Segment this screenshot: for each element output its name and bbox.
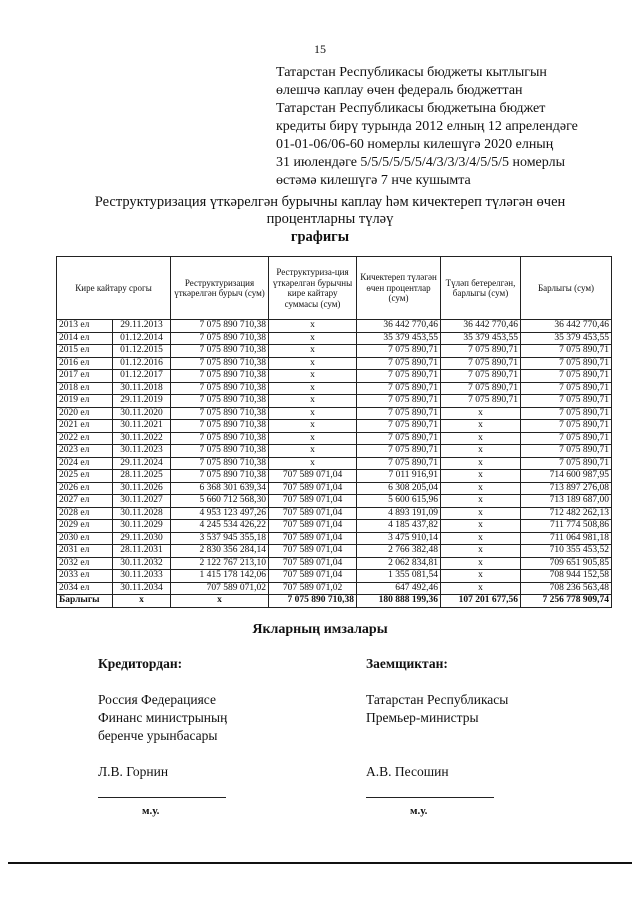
seal-label: м.у. <box>142 805 160 817</box>
table-cell: x <box>441 407 521 420</box>
table-cell: 01.12.2016 <box>113 357 171 370</box>
table-cell: 707 589 071,04 <box>269 545 357 558</box>
table-cell: x <box>441 457 521 470</box>
table-cell: 707 589 071,04 <box>269 532 357 545</box>
table-cell: 7 256 778 909,74 <box>521 595 612 608</box>
table-cell: x <box>269 370 357 383</box>
table-cell: 7 075 890,71 <box>521 395 612 408</box>
table-cell: 2033 ел <box>57 570 113 583</box>
header-line: Татарстан Республикасы бюджетына бюджет <box>276 101 546 116</box>
table-cell: 7 075 890 710,38 <box>171 395 269 408</box>
table-cell: 36 442 770,46 <box>357 320 441 333</box>
table-cell: 180 888 199,36 <box>357 595 441 608</box>
table-cell: 2014 ел <box>57 332 113 345</box>
table-cell: x <box>269 345 357 358</box>
table-cell: 707 589 071,04 <box>269 495 357 508</box>
table-cell: 30.11.2032 <box>113 557 171 570</box>
table-cell: x <box>269 332 357 345</box>
table-cell: x <box>269 395 357 408</box>
table-cell: 7 075 890,71 <box>441 345 521 358</box>
table-cell: 7 075 890,71 <box>521 407 612 420</box>
table-cell: 30.11.2023 <box>113 445 171 458</box>
table-cell: 36 442 770,46 <box>441 320 521 333</box>
table-cell: x <box>441 482 521 495</box>
table-cell: 28.11.2025 <box>113 470 171 483</box>
table-row <box>57 470 612 483</box>
table-cell: 7 075 890,71 <box>521 457 612 470</box>
table-row <box>57 457 612 470</box>
table-cell: 2032 ел <box>57 557 113 570</box>
repayment-schedule-table <box>56 256 612 608</box>
table-cell: 30.11.2034 <box>113 582 171 595</box>
table-row <box>57 370 612 383</box>
table-cell: 2027 ел <box>57 495 113 508</box>
table-cell: 7 075 890 710,38 <box>171 332 269 345</box>
table-cell: 30.11.2027 <box>113 495 171 508</box>
table-cell: 707 589 071,04 <box>269 520 357 533</box>
table-cell: 647 492,46 <box>357 582 441 595</box>
table-cell: 36 442 770,46 <box>521 320 612 333</box>
table-row <box>57 495 612 508</box>
table-cell: x <box>441 432 521 445</box>
table-cell: 7 075 890 710,38 <box>171 420 269 433</box>
table-cell: x <box>269 420 357 433</box>
header-line: кредиты бирү турында 2012 елның 12 апрелендәге <box>276 119 578 134</box>
table-cell: 4 245 534 426,22 <box>171 520 269 533</box>
table-cell: 712 482 262,13 <box>521 507 612 520</box>
table-cell: 2031 ел <box>57 545 113 558</box>
table-row <box>57 320 612 333</box>
table-cell: x <box>441 557 521 570</box>
table-cell: x <box>171 595 269 608</box>
table-cell: 7 075 890,71 <box>521 357 612 370</box>
table-cell: 2013 ел <box>57 320 113 333</box>
table-cell: 713 189 687,00 <box>521 495 612 508</box>
table-cell: 707 589 071,02 <box>269 582 357 595</box>
table-cell: 7 075 890,71 <box>357 395 441 408</box>
table-cell: x <box>441 507 521 520</box>
table-row <box>57 420 612 433</box>
table-cell: 707 589 071,02 <box>171 582 269 595</box>
table-cell: 707 589 071,04 <box>269 507 357 520</box>
table-cell: 2017 ел <box>57 370 113 383</box>
page-bottom-rule <box>8 862 632 864</box>
table-body <box>57 320 612 608</box>
table-cell: 3 475 910,14 <box>357 532 441 545</box>
table-cell: x <box>269 382 357 395</box>
creditor-name: Л.В. Горнин <box>98 764 169 779</box>
column-header: Барлыгы (сум) <box>521 257 612 320</box>
column-header: Реструктуриза-ция үткәрелгән бурычны кире кайтару суммасы (сум) <box>269 257 357 320</box>
column-header: Түләп бетерелгән, барлыгы (сум) <box>441 257 521 320</box>
table-cell: 713 897 276,08 <box>521 482 612 495</box>
table-cell: 7 075 890,71 <box>357 445 441 458</box>
header-line: өстәмә килешүгә 7 нче кушымта <box>276 173 471 188</box>
borrower-signature-block <box>366 655 606 820</box>
creditor-signature-block <box>98 655 338 820</box>
table-row <box>57 520 612 533</box>
table-cell: x <box>441 582 521 595</box>
table-cell: 29.11.2030 <box>113 532 171 545</box>
table-cell: 714 600 987,95 <box>521 470 612 483</box>
table-cell: 01.12.2017 <box>113 370 171 383</box>
table-cell: 7 011 916,91 <box>357 470 441 483</box>
table-cell: 2034 ел <box>57 582 113 595</box>
table-cell: Барлыгы <box>57 595 113 608</box>
table-cell: 7 075 890,71 <box>441 382 521 395</box>
table-cell: 5 660 712 568,30 <box>171 495 269 508</box>
table-cell: 2021 ел <box>57 420 113 433</box>
table-cell: 7 075 890 710,38 <box>171 357 269 370</box>
table-cell: 7 075 890,71 <box>357 345 441 358</box>
table-cell: 01.12.2014 <box>113 332 171 345</box>
table-header-row <box>57 257 612 320</box>
borrower-org-line: Татарстан Республикасы <box>366 692 509 707</box>
table-cell: 2026 ел <box>57 482 113 495</box>
table-row <box>57 357 612 370</box>
table-cell: 2025 ел <box>57 470 113 483</box>
table-cell: x <box>269 432 357 445</box>
table-cell: 7 075 890,71 <box>521 432 612 445</box>
table-cell: 30.11.2022 <box>113 432 171 445</box>
table-row <box>57 395 612 408</box>
header-line: 01-01-06/06-60 номерлы килешүгә 2020 елның <box>276 137 554 152</box>
table-cell: 2018 ел <box>57 382 113 395</box>
table-row <box>57 332 612 345</box>
table-cell: 7 075 890 710,38 <box>171 382 269 395</box>
table-cell: 7 075 890 710,38 <box>171 370 269 383</box>
table-cell: 7 075 890 710,38 <box>171 345 269 358</box>
table-cell: x <box>269 357 357 370</box>
column-header: Кире кайтару срогы <box>57 257 171 320</box>
page-number: 15 <box>314 42 326 56</box>
table-cell: x <box>269 320 357 333</box>
table-cell: x <box>441 570 521 583</box>
table-cell: x <box>269 457 357 470</box>
table-row <box>57 532 612 545</box>
table-cell: 2028 ел <box>57 507 113 520</box>
table-cell: 2030 ел <box>57 532 113 545</box>
table-cell: 2 766 382,48 <box>357 545 441 558</box>
table-cell: 7 075 890,71 <box>521 420 612 433</box>
table-cell: 01.12.2015 <box>113 345 171 358</box>
table-cell: 2 122 767 213,10 <box>171 557 269 570</box>
table-cell: 29.11.2013 <box>113 320 171 333</box>
appendix-header <box>276 64 606 190</box>
table-cell: 7 075 890,71 <box>357 432 441 445</box>
table-cell: 707 589 071,04 <box>269 470 357 483</box>
creditor-org-line: беренче урынбасары <box>98 728 218 743</box>
table-cell: 7 075 890,71 <box>521 345 612 358</box>
table-cell: 35 379 453,55 <box>441 332 521 345</box>
table-row <box>57 445 612 458</box>
column-header: Кичектереп түләгән өчен процентлар (сум) <box>357 257 441 320</box>
borrower-heading: Заемщиктан: <box>366 656 448 671</box>
signatures-title: Якларның имзалары <box>252 622 388 637</box>
table-cell: 7 075 890 710,38 <box>269 595 357 608</box>
signature-line <box>366 797 494 798</box>
table-row <box>57 557 612 570</box>
table-cell: 708 236 563,48 <box>521 582 612 595</box>
table-cell: 29.11.2024 <box>113 457 171 470</box>
table-total-row <box>57 595 612 608</box>
table-cell: 2019 ел <box>57 395 113 408</box>
table-cell: 30.11.2018 <box>113 382 171 395</box>
creditor-org-line: Финанс министрыныӊ <box>98 710 228 725</box>
table-cell: 7 075 890 710,38 <box>171 470 269 483</box>
table-cell: 7 075 890,71 <box>357 457 441 470</box>
table-cell: 7 075 890,71 <box>521 445 612 458</box>
header-line: Татарстан Республикасы бюджеты кытлыгын <box>276 65 547 80</box>
table-cell: 6 368 301 639,34 <box>171 482 269 495</box>
table-cell: 2015 ел <box>57 345 113 358</box>
table-cell: 28.11.2031 <box>113 545 171 558</box>
table-cell: 7 075 890,71 <box>521 382 612 395</box>
table-cell: 7 075 890 710,38 <box>171 457 269 470</box>
table-row <box>57 507 612 520</box>
table-cell: 710 355 453,52 <box>521 545 612 558</box>
table-cell: 709 651 905,85 <box>521 557 612 570</box>
table-cell: 2 830 356 284,14 <box>171 545 269 558</box>
table-cell: 29.11.2019 <box>113 395 171 408</box>
borrower-org-line: Премьер-министры <box>366 710 479 725</box>
table-cell: 708 944 152,58 <box>521 570 612 583</box>
borrower-name: А.В. Песошин <box>366 764 449 779</box>
table-cell: 6 308 205,04 <box>357 482 441 495</box>
table-cell: 711 064 981,18 <box>521 532 612 545</box>
table-cell: x <box>441 445 521 458</box>
table-cell: 2024 ел <box>57 457 113 470</box>
table-row <box>57 582 612 595</box>
signature-line <box>98 797 226 798</box>
table-cell: 7 075 890,71 <box>441 370 521 383</box>
table-row <box>57 570 612 583</box>
header-line: өлешчә каплау өчен федераль бюджеттан <box>276 83 523 98</box>
table-row <box>57 407 612 420</box>
table-cell: 4 893 191,09 <box>357 507 441 520</box>
table-cell: x <box>441 470 521 483</box>
table-cell: 707 589 071,04 <box>269 557 357 570</box>
table-cell: 7 075 890,71 <box>357 370 441 383</box>
table-cell: 2022 ел <box>57 432 113 445</box>
table-cell: 7 075 890,71 <box>357 420 441 433</box>
seal-label: м.у. <box>410 805 428 817</box>
table-cell: x <box>441 532 521 545</box>
table-cell: 30.11.2020 <box>113 407 171 420</box>
table-cell: 7 075 890 710,38 <box>171 320 269 333</box>
table-cell: 707 589 071,04 <box>269 482 357 495</box>
creditor-org-line: Россия Федерациясе <box>98 692 216 707</box>
table-cell: 30.11.2028 <box>113 507 171 520</box>
table-cell: 7 075 890 710,38 <box>171 445 269 458</box>
table-row <box>57 345 612 358</box>
table-cell: x <box>269 445 357 458</box>
table-cell: 1 415 178 142,06 <box>171 570 269 583</box>
table-cell: 4 953 123 497,26 <box>171 507 269 520</box>
table-cell: 7 075 890,71 <box>357 407 441 420</box>
header-line: 31 июлендәге 5/5/5/5/5/5/4/3/3/3/4/5/5/5 номерлы <box>276 155 565 170</box>
table-cell: 2029 ел <box>57 520 113 533</box>
table-cell: 35 379 453,55 <box>357 332 441 345</box>
table-cell: 30.11.2021 <box>113 420 171 433</box>
title-line: Реструктуризация үткәрелгән бурычны каплау һәм кичектереп түләгән өчен <box>94 194 566 210</box>
table-row <box>57 482 612 495</box>
table-cell: 30.11.2029 <box>113 520 171 533</box>
table-row <box>57 545 612 558</box>
table-cell: 707 589 071,04 <box>269 570 357 583</box>
table-cell: 7 075 890 710,38 <box>171 407 269 420</box>
table-cell: 7 075 890,71 <box>441 357 521 370</box>
table-cell: 7 075 890,71 <box>521 370 612 383</box>
table-cell: 3 537 945 355,18 <box>171 532 269 545</box>
table-row <box>57 382 612 395</box>
table-cell: x <box>113 595 171 608</box>
document-title-bold: графигы <box>290 229 350 245</box>
table-row <box>57 432 612 445</box>
table-cell: 7 075 890 710,38 <box>171 432 269 445</box>
title-line: процентларны түләү <box>266 211 394 227</box>
table-cell: 30.11.2033 <box>113 570 171 583</box>
table-cell: 2023 ел <box>57 445 113 458</box>
table-cell: 711 774 508,86 <box>521 520 612 533</box>
document-title <box>40 194 620 228</box>
table-cell: 1 355 081,54 <box>357 570 441 583</box>
table-cell: x <box>441 520 521 533</box>
table-cell: 4 185 437,82 <box>357 520 441 533</box>
table-cell: 5 600 615,96 <box>357 495 441 508</box>
table-cell: 7 075 890,71 <box>357 357 441 370</box>
table-cell: 7 075 890,71 <box>357 382 441 395</box>
table-cell: x <box>269 407 357 420</box>
table-cell: 2 062 834,81 <box>357 557 441 570</box>
table-cell: 30.11.2026 <box>113 482 171 495</box>
table-cell: x <box>441 420 521 433</box>
column-header: Реструктуризация үткәрелгән бурыч (сум) <box>171 257 269 320</box>
table-cell: 7 075 890,71 <box>441 395 521 408</box>
table-cell: 2020 ел <box>57 407 113 420</box>
table-cell: x <box>441 495 521 508</box>
table-cell: 2016 ел <box>57 357 113 370</box>
borrower-org-spacer <box>366 727 606 745</box>
table-cell: 107 201 677,56 <box>441 595 521 608</box>
table-cell: 35 379 453,55 <box>521 332 612 345</box>
creditor-heading: Кредитордан: <box>98 656 183 671</box>
table-cell: x <box>441 545 521 558</box>
